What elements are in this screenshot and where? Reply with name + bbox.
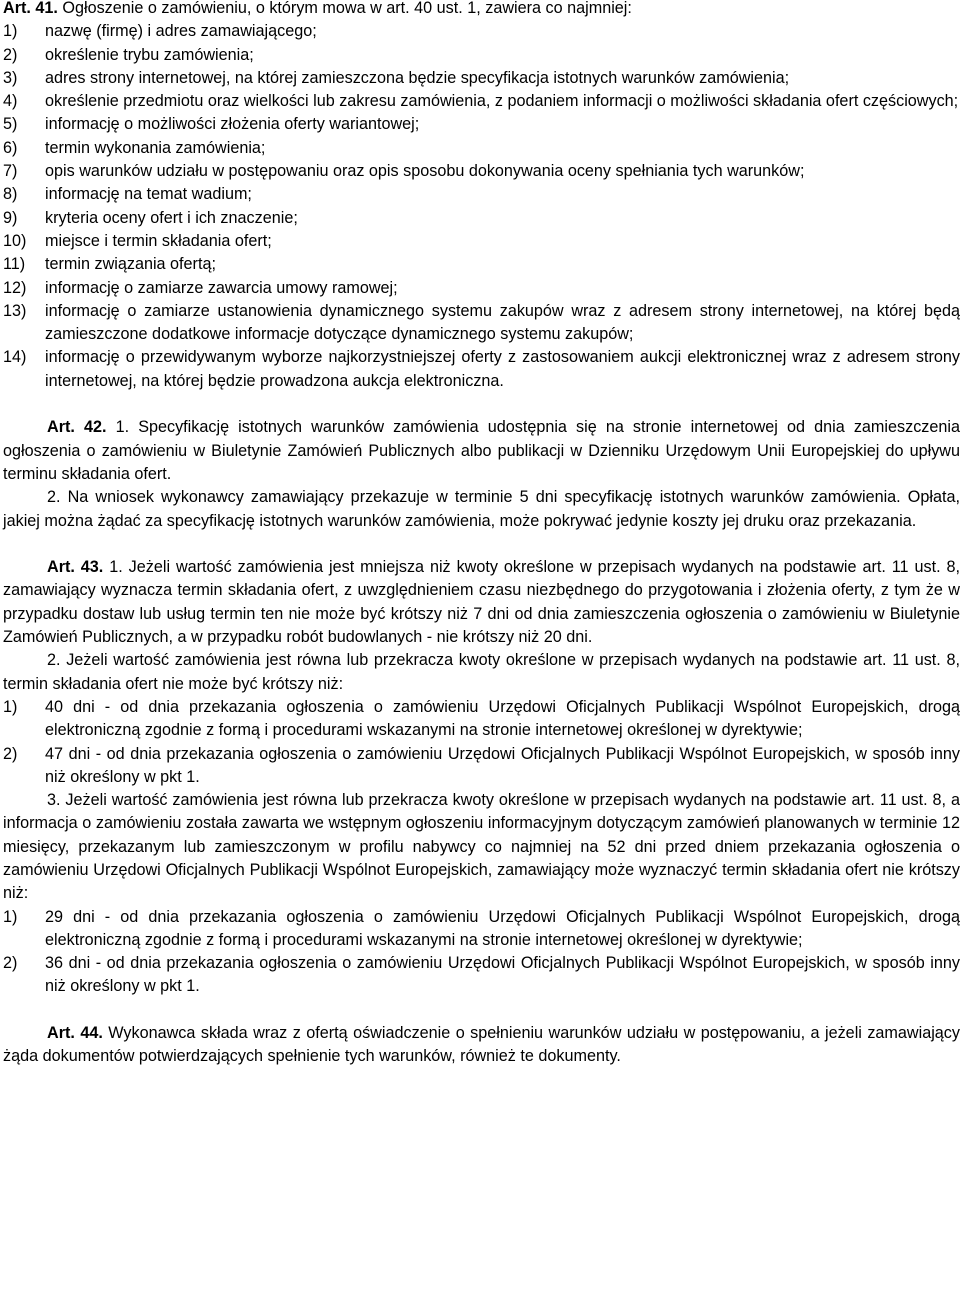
list-item	[3, 906, 960, 953]
art44-label: Art. 44.	[47, 1024, 103, 1043]
list-item	[3, 743, 960, 790]
item-number: 2)	[3, 45, 18, 64]
art41-intro: Ogłoszenie o zamówieniu, o którym mowa w art. 40 ust. 1, zawiera co najmniej:	[62, 0, 632, 17]
item-number: 10)	[3, 231, 27, 250]
item-text: nazwę (firmę) i adres zamawiającego;	[45, 22, 317, 41]
item-text: informację o zamiarze ustanowienia dynamicznego systemu zakupów wraz z adresem strony internetowej, na której będą zamieszczone dodatkowe informacje dotyczące dynamicznego systemu zakupów;	[45, 301, 960, 344]
list-item	[3, 90, 960, 113]
list-item	[3, 253, 960, 276]
list-item	[3, 300, 960, 347]
item-text: informację o możliwości złożenia oferty wariantowej;	[45, 115, 420, 134]
list-item	[3, 696, 960, 743]
item-text: termin związania ofertą;	[45, 255, 216, 274]
item-number: 7)	[3, 162, 18, 181]
item-text: informację o zamiarze zawarcia umowy ramowej;	[45, 278, 398, 297]
item-text: 47 dni - od dnia przekazania ogłoszenia o zamówieniu Urzędowi Oficjalnych Publikacji Wspólnot Europejskich, w sposób inny niż określony w pkt 1.	[45, 744, 960, 786]
list-item	[3, 952, 960, 999]
item-text: miejsce i termin składania ofert;	[45, 231, 272, 250]
item-number: 1)	[3, 22, 18, 41]
list-item	[3, 183, 960, 206]
art42-label: Art. 42.	[47, 418, 107, 437]
list-item	[3, 207, 960, 230]
item-text: informację na temat wadium;	[45, 185, 252, 204]
art42-p1-text: 1. Specyfikację istotnych warunków zamówienia udostępnia się na stronie internetowej od dnia zamieszczenia ogłoszenia o zamówieniu w Biuletynie Zamówień Publicznych albo publikacji w Dzienniku Urzędowym Unii Europejskiej do upływu terminu składania ofert.	[3, 418, 960, 483]
list-item	[3, 277, 960, 300]
art42-paragraph-2: 2. Na wniosek wykonawcy zamawiający przekazuje w terminie 5 dni specyfikację istotnych warunków zamówienia. Opłata, jakiej można żądać za specyfikację istotnych warunków zamówienia, może pokrywać jedynie koszty jej druku oraz przekazania.	[3, 488, 960, 530]
item-number: 3)	[3, 68, 18, 87]
item-text: kryteria oceny ofert i ich znaczenie;	[45, 208, 298, 227]
item-text: 29 dni - od dnia przekazania ogłoszenia o zamówieniu Urzędowi Oficjalnych Publikacji Wspólnot Europejskich, drogą elektroniczną zgodnie z formą i procedurami wskazanymi na stronie internetowej określonej w dyrektywie;	[45, 907, 960, 949]
item-number: 14)	[3, 348, 27, 367]
item-number: 6)	[3, 138, 18, 157]
paragraph-spacer	[3, 533, 960, 556]
list-item	[3, 160, 960, 183]
list-item	[3, 20, 960, 43]
art43-paragraph-2: 2. Jeżeli wartość zamówienia jest równa lub przekracza kwoty określone w przepisach wydanych na podstawie art. 11 ust. 8, termin składania ofert nie może być krótszy niż:	[3, 651, 960, 693]
art41-item-list	[3, 20, 960, 393]
article-44	[3, 1022, 960, 1069]
list-item	[3, 67, 960, 90]
paragraph-spacer	[3, 999, 960, 1022]
item-number: 2)	[3, 954, 18, 973]
item-number: 2)	[3, 744, 18, 763]
item-text: termin wykonania zamówienia;	[45, 138, 266, 157]
art43-paragraph-3: 3. Jeżeli wartość zamówienia jest równa lub przekracza kwoty określone w przepisach wydanych na podstawie art. 11 ust. 8, a informacja o zamówieniu została zawarta we wstępnym ogłoszeniu informacyjnym dotyczącym zamówień planowanych w terminie 12 miesięcy, przekazanym lub zamieszczonym w profilu nabywcy co najmniej na 52 dni przed dniem przekazania ogłoszenia o zamówieniu Urzędowi Oficjalnych Publikacji Wspólnot Europejskich, zamawiający może wyznaczyć termin składania ofert nie krótszy niż:	[3, 791, 960, 903]
art41-intro-paragraph	[3, 0, 960, 20]
item-text: opis warunków udziału w postępowaniu oraz opis sposobu dokonywania oceny spełniania tych warunków;	[45, 162, 805, 181]
item-text: 40 dni - od dnia przekazania ogłoszenia o zamówieniu Urzędowi Oficjalnych Publikacji Wspólnot Europejskich, drogą elektroniczną zgodnie z formą i procedurami wskazanymi na stronie internetowej określonej w dyrektywie;	[45, 697, 960, 740]
list-item	[3, 137, 960, 160]
art43-p1-text: 1. Jeżeli wartość zamówienia jest mniejsza niż kwoty określone w przepisach wydanych na podstawie art. 11 ust. 8, zamawiający wyznacza termin składania ofert, z uwzględnieniem czasu niezbędnego do przygotowania i złożenia oferty, z tym że w przypadku dostaw lub usług termin ten nie może być krótszy niż 7 dni od dnia zamieszczenia ogłoszenia o zamówieniu w Biuletynie Zamówień Publicznych, a w przypadku robót budowlanych - nie krótszy niż 20 dni.	[3, 558, 960, 647]
art43-p3-item-list	[3, 906, 960, 999]
item-number: 11)	[3, 255, 26, 274]
item-text: określenie trybu zamówienia;	[45, 45, 254, 64]
list-item	[3, 44, 960, 67]
art42-paragraph-1	[3, 416, 960, 486]
item-text: określenie przedmiotu oraz wielkości lub zakresu zamówienia, z podaniem informacji o możliwości składania ofert częściowych;	[45, 92, 959, 111]
item-text: adres strony internetowej, na której zamieszczona będzie specyfikacja istotnych warunków zamówienia;	[45, 68, 790, 87]
art41-label: Art. 41.	[3, 0, 58, 17]
item-number: 12)	[3, 278, 27, 297]
art44-paragraph	[3, 1022, 960, 1069]
item-text: informację o przewidywanym wyborze najkorzystniejszej oferty z zastosowaniem aukcji elektronicznej wraz z adresem strony internetowej, na której będzie prowadzona aukcja elektroniczna.	[45, 348, 960, 390]
paragraph-spacer	[3, 393, 960, 416]
item-number: 8)	[3, 185, 18, 204]
article-43	[3, 556, 960, 999]
item-number: 5)	[3, 115, 18, 134]
item-number: 4)	[3, 92, 18, 111]
art43-p2-item-list	[3, 696, 960, 789]
article-41	[3, 0, 960, 393]
item-number: 1)	[3, 907, 18, 926]
item-number: 13)	[3, 301, 27, 320]
item-text: 36 dni - od dnia przekazania ogłoszenia o zamówieniu Urzędowi Oficjalnych Publikacji Wspólnot Europejskich, w sposób inny niż określony w pkt 1.	[45, 954, 960, 996]
art44-text: Wykonawca składa wraz z ofertą oświadczenie o spełnieniu warunków udziału w postępowaniu, a jeżeli zamawiający żąda dokumentów potwierdzających spełnienie tych warunków, również te dokumenty.	[3, 1024, 960, 1066]
item-number: 1)	[3, 697, 18, 716]
list-item	[3, 346, 960, 393]
list-item	[3, 230, 960, 253]
art43-label: Art. 43.	[47, 558, 104, 577]
article-42	[3, 416, 960, 532]
item-number: 9)	[3, 208, 18, 227]
art43-paragraph-1	[3, 556, 960, 649]
list-item	[3, 113, 960, 136]
